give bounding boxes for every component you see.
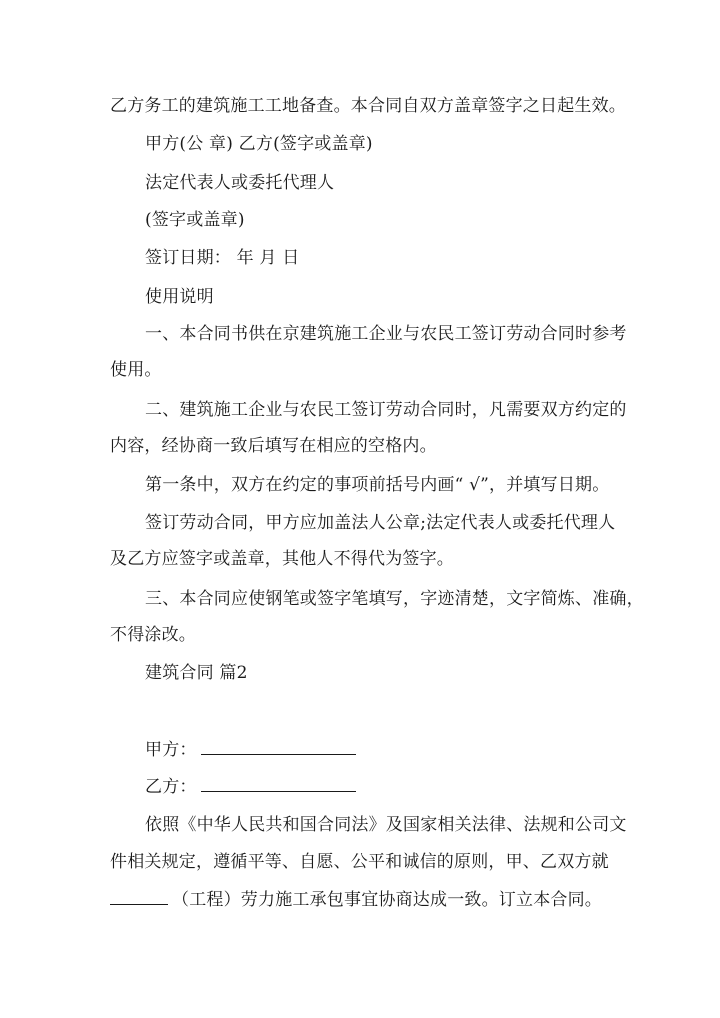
paragraph-line: 二、建筑施工企业与农民工签订劳动合同时，凡需要双方约定的	[145, 400, 627, 420]
party-a-label: 甲方：	[145, 740, 197, 760]
project-line-text: （工程）劳力施工承包事宜协商达成一致。订立本合同。	[172, 890, 602, 910]
project-line	[110, 888, 602, 911]
section-title: 建筑合同 篇2	[145, 663, 248, 683]
paragraph-line: 使用。	[110, 360, 162, 380]
party-b-field	[145, 775, 356, 798]
paragraph-line: 签订劳动合同，甲方应加盖法人公章;法定代表人或委托代理人	[145, 513, 616, 533]
project-name-blank	[110, 888, 168, 905]
paragraph-line: 一、本合同书供在京建筑施工企业与农民工签订劳动合同时参考	[145, 324, 627, 344]
party-a-field	[145, 738, 356, 761]
section-heading-instructions: 使用说明	[145, 287, 214, 307]
paragraph-line: 第一条中，双方在约定的事项前括号内画“ √”，并填写日期。	[145, 475, 610, 495]
signature-note-line: (签字或盖章)	[145, 210, 245, 230]
paragraph-line: 及乙方应签字或盖章，其他人不得代为签字。	[110, 549, 454, 569]
party-b-blank	[201, 775, 356, 792]
paragraph-line: 三、本合同应使钢笔或签字笔填写，字迹清楚，文字简炼、准确，	[145, 589, 644, 609]
party-b-label: 乙方：	[145, 777, 197, 797]
paragraph-line: 件相关规定，遵循平等、自愿、公平和诚信的原则，甲、乙双方就	[110, 852, 609, 872]
paragraph-line: 乙方务工的建筑施工工地备查。本合同自双方盖章签字之日起生效。	[110, 96, 626, 116]
legal-representative-line: 法定代表人或委托代理人	[145, 173, 335, 193]
paragraph-line: 依照《中华人民共和国合同法》及国家相关法律、法规和公司文	[145, 815, 627, 835]
party-a-blank	[201, 738, 356, 755]
signature-parties-line: 甲方(公 章) 乙方(签字或盖章)	[145, 134, 373, 154]
paragraph-line: 不得涂改。	[110, 625, 196, 645]
signing-date-line: 签订日期： 年 月 日	[145, 248, 300, 268]
paragraph-line: 内容，经协商一致后填写在相应的空格内。	[110, 436, 437, 456]
